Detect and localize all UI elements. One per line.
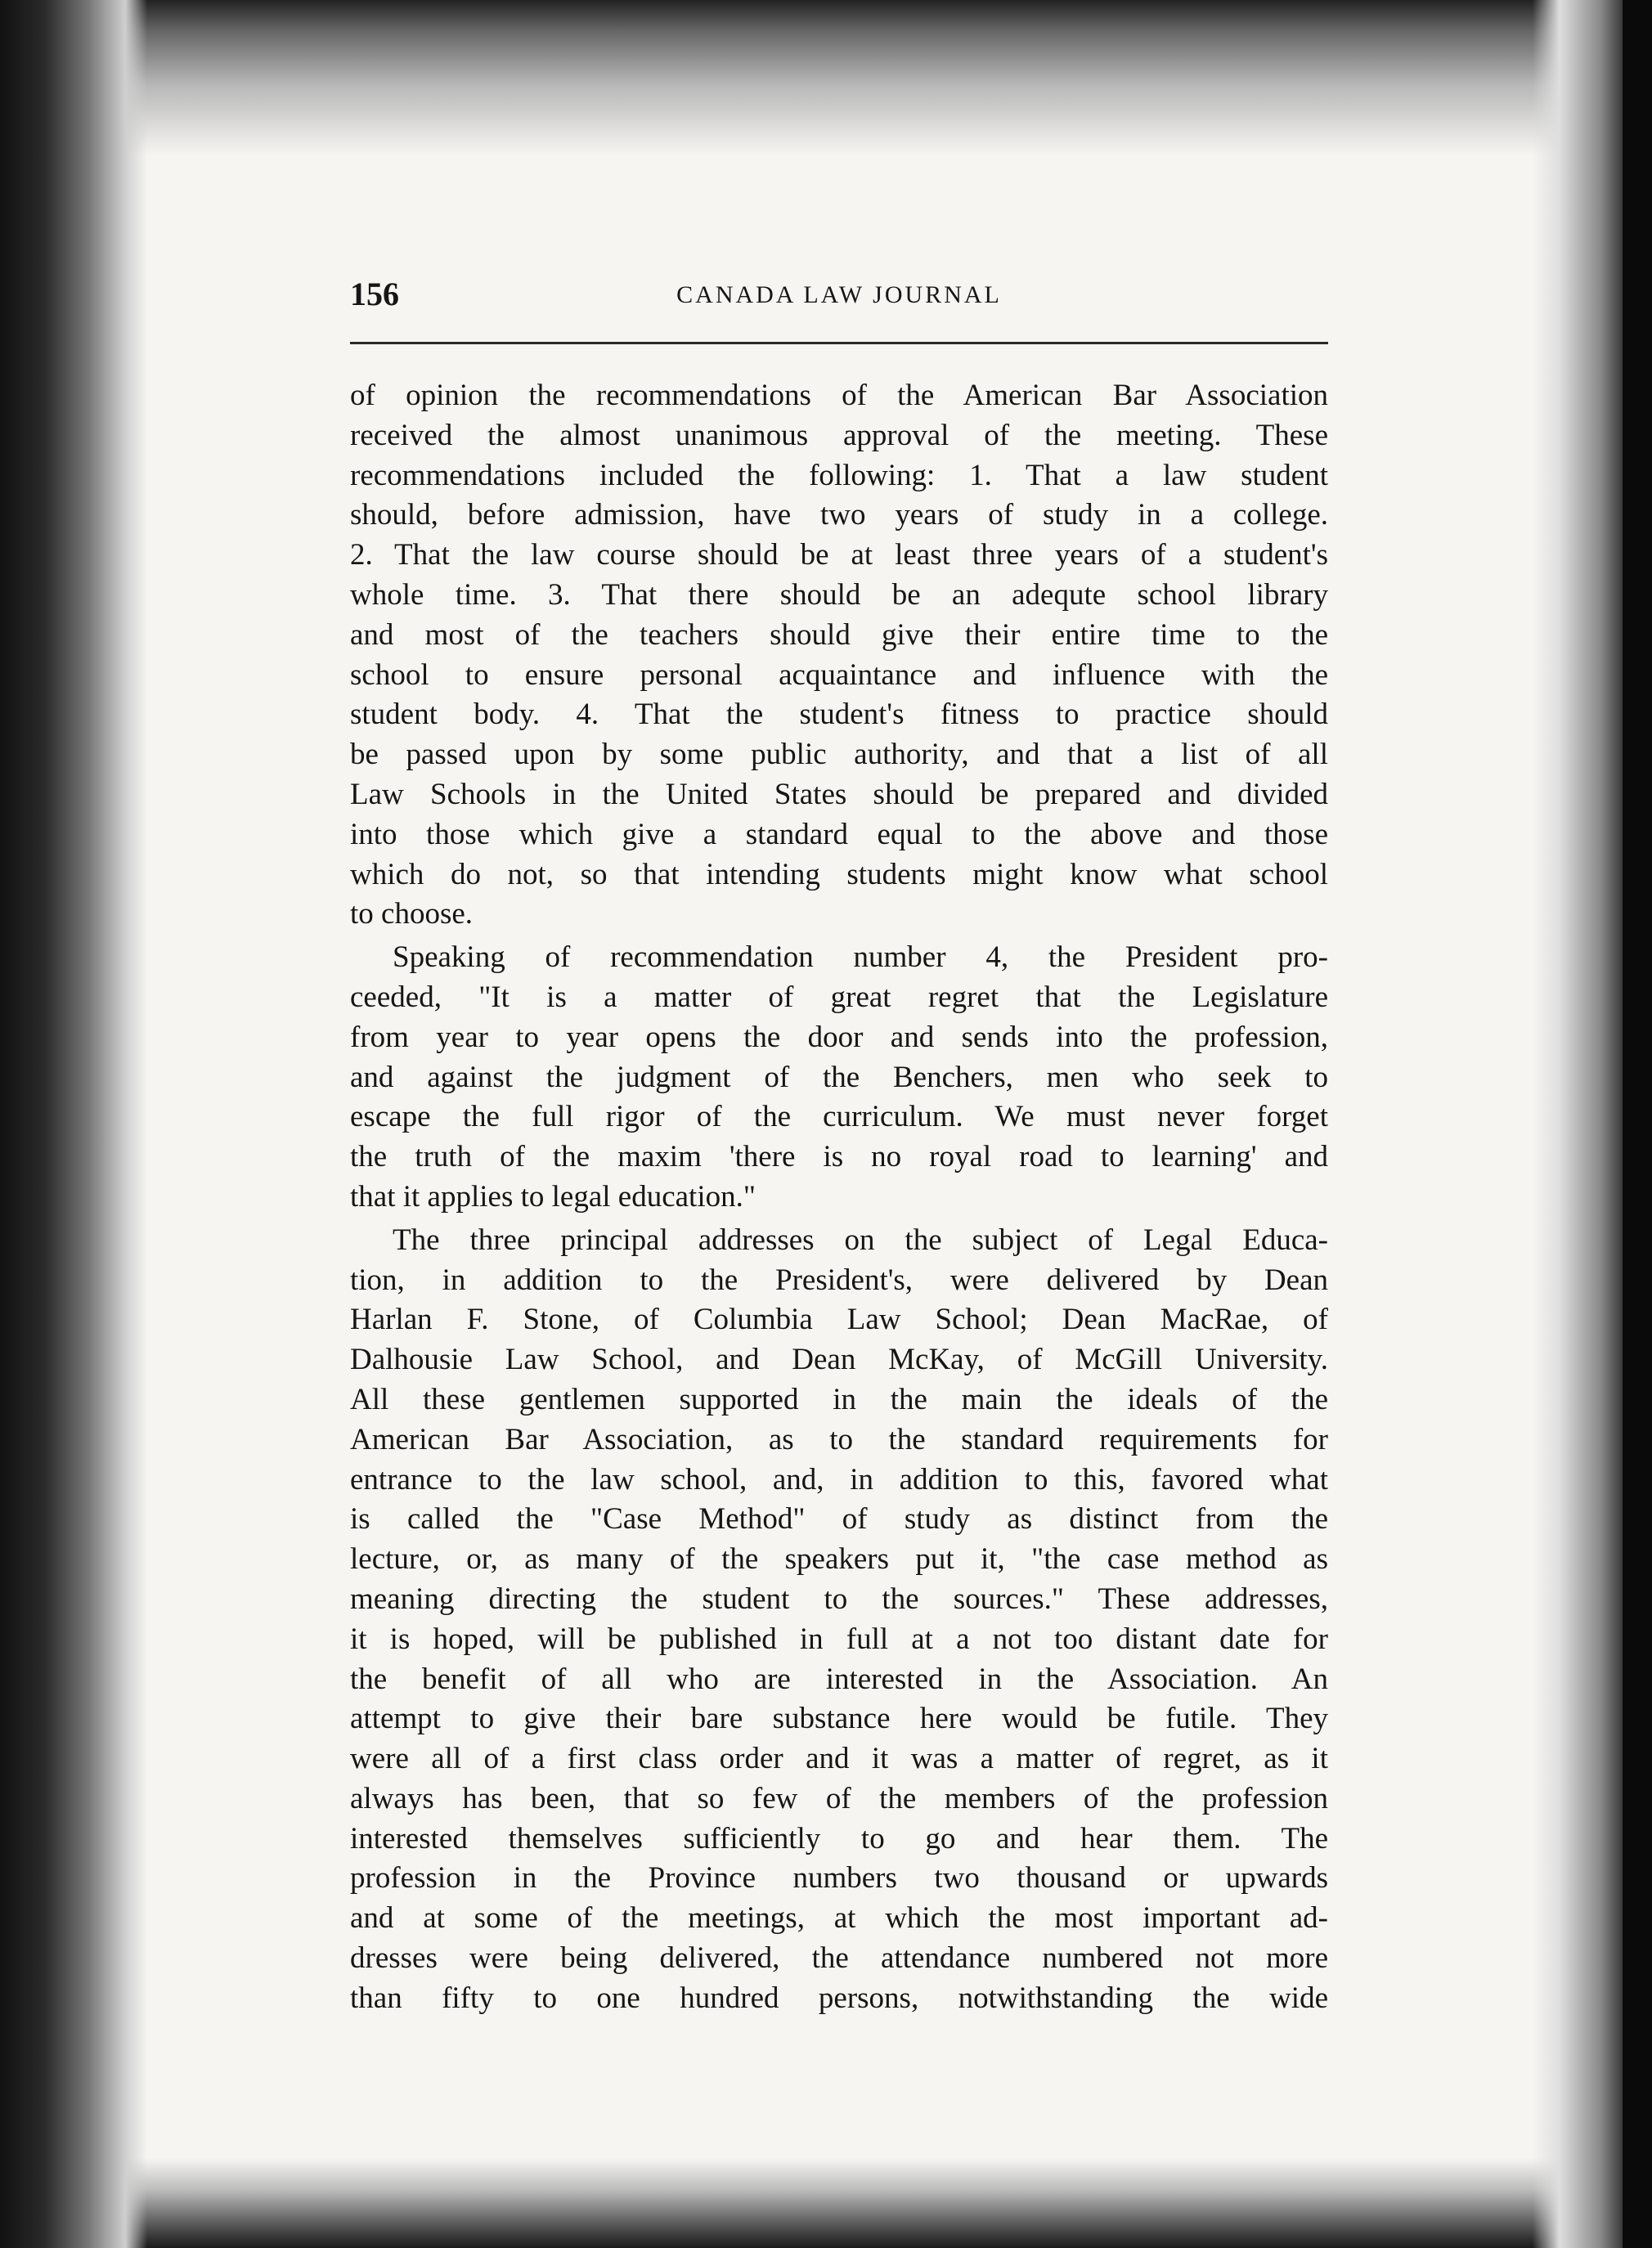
text-line: meaning directing the student to the sources." These addresses, (350, 1582, 1328, 1616)
text-line: Speaking of recommendation number 4, the President pro- (393, 940, 1328, 975)
text-line: than fifty to one hundred persons, notwithstanding the wide (350, 1981, 1328, 2015)
scan-right-edge (1623, 0, 1652, 2248)
text-line: school to ensure personal acquaintance and influence with the (350, 657, 1328, 692)
text-line: always has been, that so few of the members of the profession (350, 1781, 1328, 1815)
text-line: interested themselves sufficiently to go and hear them. The (350, 1821, 1328, 1855)
text-line: and at some of the meetings, at which the most important ad- (350, 1901, 1328, 1936)
text-line: All these gentlemen supported in the main the ideals of the (350, 1382, 1328, 1416)
text-line: 2. That the law course should be at least three years of a student's (350, 538, 1328, 572)
scan-right-shadow (1533, 0, 1623, 2248)
text-line: and most of the teachers should give their entire time to the (350, 617, 1328, 652)
text-line: Dalhousie Law School, and Dean McKay, of McGill University. (350, 1343, 1328, 1377)
text-line: student body. 4. That the student's fitness to practice should (350, 698, 1328, 732)
text-line: escape the full rigor of the curriculum. We must never forget (350, 1100, 1328, 1134)
text-line: American Bar Association, as to the standard requirements for (350, 1422, 1328, 1456)
text-line: Harlan F. Stone, of Columbia Law School; Dean MacRae, of (350, 1303, 1328, 1337)
scan-left-edge (0, 0, 147, 2248)
text-line: and against the judgment of the Benchers, men who seek to (350, 1060, 1328, 1094)
text-line: from year to year opens the door and sends into the profession, (350, 1020, 1328, 1054)
journal-page (350, 262, 1328, 2093)
scan-bottom-edge (0, 2158, 1652, 2248)
text-line: dresses were being delivered, the attendance numbered not more (350, 1941, 1328, 1976)
text-line: were all of a first class order and it was a matter of regret, as it (350, 1742, 1328, 1776)
text-line: profession in the Province numbers two thousand or upwards (350, 1861, 1328, 1896)
running-head: CANADA LAW JOURNAL (676, 281, 1002, 308)
text-line: recommendations included the following: 1. That a law student (350, 458, 1328, 492)
body-text (350, 376, 1328, 2019)
text-line: which do not, so that intending students might know what school (350, 857, 1328, 891)
text-line: the truth of the maxim 'there is no royal road to learning' and (350, 1140, 1328, 1174)
text-line: into those which give a standard equal to the above and those (350, 817, 1328, 851)
text-line: entrance to the law school, and, in addition to this, favored what (350, 1462, 1328, 1496)
text-line: received the almost unanimous approval of the meeting. These (350, 418, 1328, 452)
text-line: to choose. (350, 897, 474, 931)
text-line: The three principal addresses on the subject of Legal Educa- (393, 1223, 1328, 1257)
text-line: attempt to give their bare substance here would be futile. They (350, 1702, 1328, 1736)
text-line: lecture, or, as many of the speakers put it, "the case method as (350, 1542, 1328, 1577)
text-line: the benefit of all who are interested in the Association. An (350, 1662, 1328, 1696)
page-header (350, 275, 1328, 324)
header-rule (350, 342, 1328, 344)
text-line: Law Schools in the United States should be prepared and divided (350, 777, 1328, 811)
text-line: be passed upon by some public authority, and that a list of all (350, 738, 1328, 772)
text-line: ceeded, "It is a matter of great regret that the Legislature (350, 980, 1328, 1014)
text-line: should, before admission, have two years of study in a college. (350, 498, 1328, 532)
text-line: it is hoped, will be published in full at a not too distant date for (350, 1622, 1328, 1656)
page-number: 156 (350, 276, 399, 312)
text-line: that it applies to legal education." (350, 1179, 756, 1214)
text-line: of opinion the recommendations of the American Bar Association (350, 379, 1328, 412)
text-line: tion, in addition to the President's, were delivered by Dean (350, 1263, 1328, 1297)
text-line: whole time. 3. That there should be an adequte school library (350, 577, 1328, 612)
text-line: is called the "Case Method" of study as distinct from the (350, 1502, 1328, 1537)
scan-top-edge (0, 0, 1652, 155)
